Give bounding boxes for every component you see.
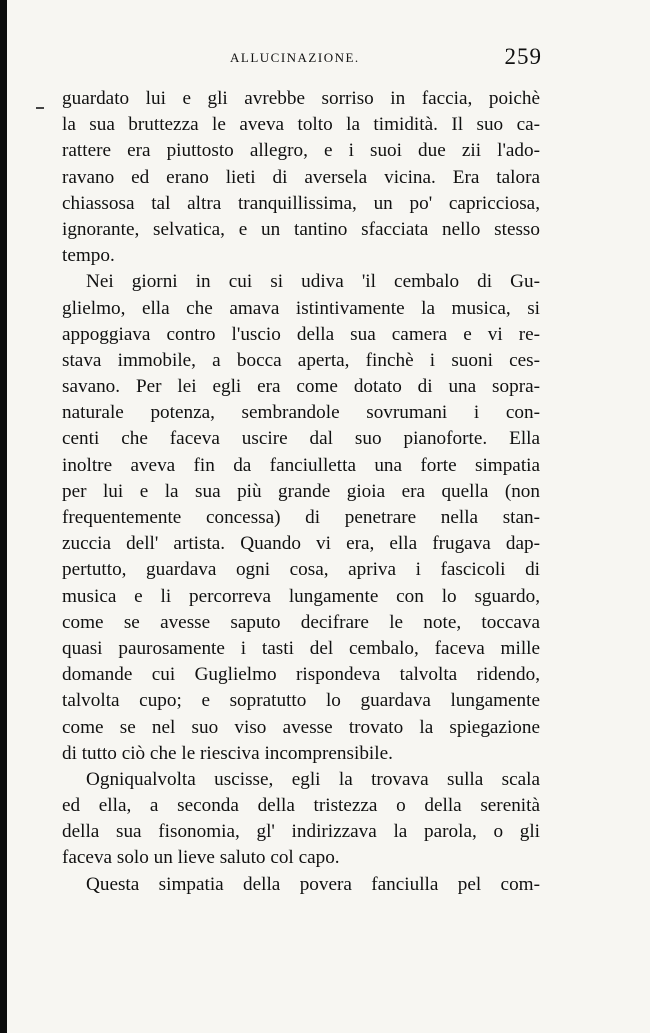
text-line: pertutto, guardava ogni cosa, apriva i fascicoli di bbox=[62, 559, 540, 581]
text-line: inoltre aveva fin da fanciulletta una forte simpatia bbox=[62, 454, 540, 476]
running-head: ALLUCINAZIONE. bbox=[230, 50, 360, 65]
body-text bbox=[62, 86, 540, 898]
text-line: Nei giorni in cui si udiva 'il cembalo di Gu- bbox=[86, 271, 540, 293]
text-line: quasi paurosamente i tasti del cembalo, faceva mille bbox=[62, 637, 540, 659]
text-line: guardato lui e gli avrebbe sorriso in faccia, poichè bbox=[62, 88, 540, 109]
text-line: come se nel suo viso avesse trovato la spiegazione bbox=[62, 716, 540, 738]
page-number: 259 bbox=[504, 44, 542, 69]
page-binding-edge bbox=[0, 0, 7, 1033]
text-line: centi che faceva uscire dal suo pianoforte. Ella bbox=[62, 428, 540, 450]
text-line: ignorante, selvatica, e un tantino sfacciata nello stesso bbox=[62, 218, 540, 240]
text-line: domande cui Guglielmo rispondeva talvolta ridendo, bbox=[62, 664, 540, 686]
text-line: appoggiava contro l'uscio della sua camera e vi re- bbox=[62, 323, 540, 345]
text-line: musica e li percorreva lungamente con lo sguardo, bbox=[62, 585, 540, 607]
page-header bbox=[62, 44, 542, 72]
text-line: per lui e la sua più grande gioia era quella (non bbox=[62, 480, 540, 502]
margin-mark bbox=[36, 107, 44, 109]
text-line: faceva solo un lieve saluto col capo. bbox=[62, 847, 340, 869]
paragraph bbox=[62, 86, 540, 269]
paragraph bbox=[62, 767, 540, 872]
text-line: chiassosa tal altra tranquillissima, un po' capricciosa, bbox=[62, 192, 540, 214]
paragraph bbox=[62, 872, 540, 898]
text-line: ed ella, a seconda della tristezza o della serenità bbox=[62, 795, 540, 817]
text-line: rattere era piuttosto allegro, e i suoi due zii l'ado- bbox=[62, 140, 540, 162]
text-line: talvolta cupo; e sopratutto lo guardava lungamente bbox=[62, 690, 540, 712]
text-line: stava immobile, a bocca aperta, finchè i suoni ces- bbox=[62, 349, 540, 371]
text-line: frequentemente concessa) di penetrare nella stan- bbox=[62, 507, 540, 528]
text-line: Questa simpatia della povera fanciulla pel com- bbox=[86, 873, 540, 895]
paragraph bbox=[62, 269, 540, 767]
text-line: come se avesse saputo decifrare le note, toccava bbox=[62, 611, 540, 633]
text-line: ravano ed erano lieti di aversela vicina. Era talora bbox=[62, 166, 540, 188]
text-line: zuccia dell' artista. Quando vi era, ella frugava dap- bbox=[62, 533, 540, 555]
text-line: Ogniqualvolta uscisse, egli la trovava sulla scala bbox=[86, 768, 540, 790]
text-line: di tutto ciò che le riesciva incomprensibile. bbox=[62, 742, 393, 764]
text-line: naturale potenza, sembrandole sovrumani i con- bbox=[62, 402, 540, 424]
text-line: della sua fisonomia, gl' indirizzava la parola, o gli bbox=[62, 821, 540, 843]
text-line: glielmo, ella che amava istintivamente la musica, si bbox=[62, 297, 540, 319]
text-line: tempo. bbox=[62, 245, 115, 267]
text-line: la sua bruttezza le aveva tolto la timidità. Il suo ca- bbox=[62, 114, 540, 136]
text-line: savano. Per lei egli era come dotato di una sopra- bbox=[62, 376, 540, 398]
